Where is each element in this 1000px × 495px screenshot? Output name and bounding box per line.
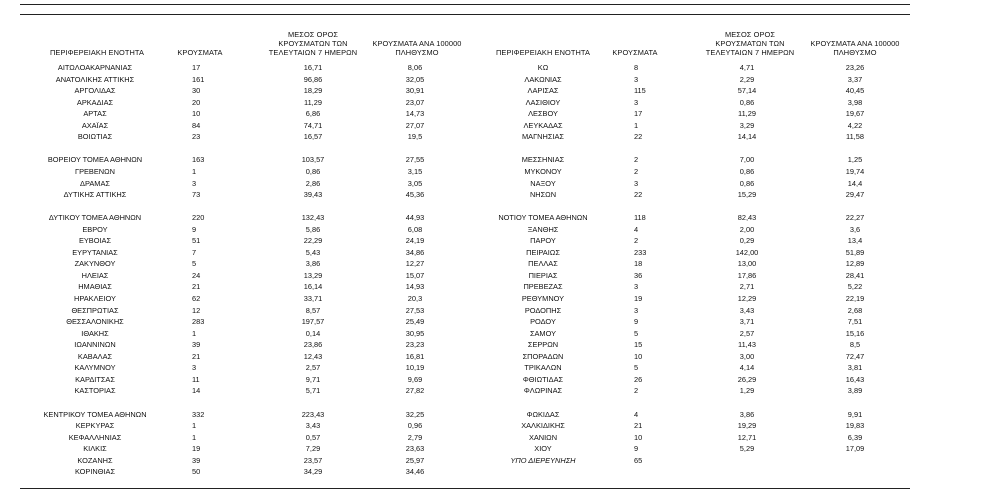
avg7-cell: 3,86	[739, 409, 755, 419]
avg7-cell: 17,86	[737, 270, 757, 280]
per100k-cell: 20,3	[407, 294, 423, 303]
cases-cell: 2	[634, 155, 639, 165]
avg7-cell: 33,71	[303, 294, 323, 303]
region-cell: ΛΑΚΩΝΙΑΣ	[524, 74, 562, 84]
avg7-cell: 3,43	[305, 421, 321, 431]
cases-cell: 19	[634, 294, 643, 303]
header-left-per100k: ΚΡΟΥΣΜΑΤΑ ΑΝΑ 100000 ΠΛΗΘΥΣΜΟ	[372, 39, 462, 57]
cases-cell: 5	[634, 328, 639, 338]
cases-cell: 14	[192, 386, 201, 396]
region-cell: ΦΘΙΩΤΙΔΑΣ	[522, 374, 564, 384]
avg7-cell: 13,29	[303, 270, 323, 280]
avg7-cell: 2,86	[305, 178, 321, 188]
per100k-cell: 28,41	[845, 270, 865, 280]
cases-cell: 10	[634, 351, 643, 361]
per100k-cell: 19,5	[407, 132, 423, 142]
avg7-cell: 19,29	[737, 421, 757, 431]
cases-cell: 118	[634, 213, 646, 223]
region-cell: ΚΕΦΑΛΛΗΝΙΑΣ	[68, 432, 122, 442]
per100k-cell: 15,07	[405, 270, 425, 280]
per100k-cell: 7,51	[847, 317, 863, 327]
cases-cell: 1	[192, 432, 197, 442]
avg7-cell: 34,29	[303, 467, 323, 477]
avg7-cell: 0,29	[739, 236, 755, 246]
avg7-cell: 2,00	[739, 224, 755, 234]
avg7-cell: 4,14	[739, 363, 755, 373]
cases-cell: 332	[192, 409, 205, 419]
cases-cell: 24	[192, 270, 201, 280]
cases-cell: 1	[192, 421, 197, 431]
per100k-cell: 27,07	[405, 120, 425, 130]
cases-cell: 220	[192, 213, 205, 223]
region-cell: ΕΥΒΟΙΑΣ	[78, 236, 112, 246]
avg7-cell: 11,43	[738, 340, 756, 350]
per100k-cell: 9,69	[407, 374, 423, 384]
cases-cell: 283	[192, 317, 205, 327]
cases-cell: 17	[192, 63, 201, 72]
avg7-cell: 12,43	[303, 351, 323, 361]
cases-cell: 62	[192, 294, 201, 303]
region-cell: ΚΟΡΙΝΘΙΑΣ	[74, 467, 116, 477]
per100k-cell: 30,91	[405, 86, 425, 96]
cases-cell: 2	[634, 166, 639, 176]
avg7-cell: 7,00	[739, 155, 755, 165]
region-cell: ΜΥΚΟΝΟΥ	[524, 166, 562, 176]
avg7-cell: 132,43	[301, 213, 325, 223]
cases-cell: 51	[192, 236, 201, 246]
region-cell: ΣΑΜΟΥ	[529, 328, 557, 338]
cases-cell: 3	[634, 178, 639, 188]
avg7-cell: 12,71	[737, 432, 757, 442]
per100k-cell: 12,27	[405, 259, 425, 269]
avg7-cell: 3,00	[739, 351, 755, 361]
region-cell: ΒΟΡΕΙΟΥ ΤΟΜΕΑ ΑΘΗΝΩΝ	[47, 155, 143, 165]
region-cell: ΑΡΓΟΛΙΔΑΣ	[74, 86, 116, 96]
avg7-cell: 2,29	[739, 74, 755, 84]
avg7-cell: 13,00	[737, 259, 757, 269]
region-cell: ΔΥΤΙΚΟΥ ΤΟΜΕΑ ΑΘΗΝΩΝ	[48, 213, 142, 223]
region-cell: ΜΕΣΣΗΝΙΑΣ	[521, 155, 565, 165]
region-cell: ΣΕΡΡΩΝ	[527, 340, 559, 350]
per100k-cell: 44,93	[405, 213, 425, 223]
top-rule-thin	[20, 14, 910, 15]
region-cell: ΚΩ	[537, 63, 549, 72]
cases-cell: 21	[192, 282, 201, 292]
per100k-cell: 3,6	[849, 224, 861, 234]
avg7-cell: 223,43	[301, 409, 325, 419]
avg7-cell: 3,29	[739, 120, 755, 130]
region-cell: ΜΑΓΝΗΣΙΑΣ	[522, 132, 564, 142]
avg7-cell: 2,57	[739, 328, 755, 338]
cases-cell: 1	[192, 166, 197, 176]
region-cell: ΑΡΤΑΣ	[83, 109, 107, 119]
per100k-cell: 16,43	[845, 374, 865, 384]
region-cell: ΑΡΚΑΔΙΑΣ	[76, 97, 114, 107]
region-cell: ΥΠΟ ΔΙΕΡΕΥΝΗΣΗ	[510, 455, 576, 465]
region-cell: ΗΡΑΚΛΕΙΟΥ	[74, 294, 116, 303]
per100k-cell: 8,5	[849, 340, 861, 350]
per100k-cell: 19,83	[845, 421, 865, 431]
avg7-cell: 12,29	[737, 294, 757, 303]
per100k-cell: 2,68	[847, 305, 863, 315]
avg7-cell: 0,86	[739, 166, 755, 176]
avg7-cell: 16,14	[303, 282, 323, 292]
per100k-cell: 6,39	[847, 432, 863, 442]
per100k-cell: 27,53	[405, 305, 425, 315]
per100k-cell: 23,23	[405, 340, 425, 350]
per100k-cell: 23,26	[845, 63, 865, 72]
region-cell: ΘΕΣΠΡΩΤΙΑΣ	[71, 305, 119, 315]
avg7-cell: 2,57	[305, 363, 321, 373]
avg7-cell: 9,71	[305, 374, 321, 384]
region-cell: ΧΑΝΙΩΝ	[528, 432, 558, 442]
cases-cell: 30	[192, 86, 201, 96]
cases-cell: 2	[634, 386, 639, 396]
cases-cell: 23	[192, 132, 201, 142]
per100k-cell: 24,19	[405, 236, 425, 246]
cases-cell: 5	[192, 259, 197, 269]
cases-cell: 115	[634, 86, 646, 96]
per100k-cell: 10,19	[405, 363, 425, 373]
cases-cell: 22	[634, 132, 643, 142]
per100k-cell: 3,98	[847, 97, 863, 107]
cases-cell: 15	[634, 340, 643, 350]
avg7-cell: 5,29	[739, 444, 755, 454]
region-cell: ΚΕΝΤΡΙΚΟΥ ΤΟΜΕΑ ΑΘΗΝΩΝ	[43, 409, 147, 419]
cases-cell: 10	[634, 432, 643, 442]
per100k-cell: 27,55	[405, 155, 425, 165]
region-cell: ΚΕΡΚΥΡΑΣ	[75, 421, 115, 431]
avg7-cell: 0,86	[305, 166, 321, 176]
header-right-cases: ΚΡΟΥΣΜΑΤΑ	[612, 48, 658, 57]
region-cell: ΡΕΘΥΜΝΟΥ	[521, 294, 565, 303]
per100k-cell: 5,22	[847, 282, 863, 292]
region-cell: ΠΙΕΡΙΑΣ	[528, 270, 558, 280]
avg7-cell: 5,43	[305, 247, 321, 257]
per100k-cell: 32,05	[405, 74, 425, 84]
per100k-cell: 4,22	[847, 120, 863, 130]
region-cell: ΛΕΣΒΟΥ	[528, 109, 558, 119]
region-cell: ΝΟΤΙΟΥ ΤΟΜΕΑ ΑΘΗΝΩΝ	[498, 213, 588, 223]
per100k-cell: 32,25	[405, 409, 425, 419]
region-cell: ΑΙΤΩΛΟΑΚΑΡΝΑΝΙΑΣ	[57, 63, 133, 72]
region-cell: ΚΑΣΤΟΡΙΑΣ	[74, 386, 116, 396]
avg7-cell: 3,71	[739, 317, 755, 327]
region-cell: ΠΑΡΟΥ	[530, 236, 556, 246]
cases-cell: 9	[634, 444, 639, 454]
avg7-cell: 23,57	[303, 455, 323, 465]
header-left-region: ΠΕΡΙΦΕΡΕΙΑΚΗ ΕΝΟΤΗΤΑ	[50, 48, 144, 57]
avg7-cell: 7,29	[305, 444, 321, 454]
cases-cell: 161	[192, 74, 205, 84]
cases-cell: 12	[192, 305, 201, 315]
per100k-cell: 14,73	[405, 109, 425, 119]
per100k-cell: 2,79	[407, 432, 423, 442]
cases-cell: 1	[634, 120, 639, 130]
region-cell: ΛΕΥΚΑΔΑΣ	[523, 120, 563, 130]
region-cell: ΤΡΙΚΑΛΩΝ	[524, 363, 562, 373]
region-cell: ΗΜΑΘΙΑΣ	[78, 282, 112, 292]
header-left-cases: ΚΡΟΥΣΜΑΤΑ	[177, 48, 223, 57]
cases-cell: 84	[192, 120, 201, 130]
per100k-cell: 30,95	[405, 328, 425, 338]
cases-cell: 22	[634, 190, 643, 200]
per100k-cell: 34,86	[405, 247, 425, 257]
region-cell: ΧΙΟΥ	[534, 444, 552, 454]
per100k-cell: 13,4	[847, 236, 863, 246]
cases-cell: 19	[192, 444, 201, 454]
cases-cell: 4	[634, 224, 639, 234]
per100k-cell: 14,4	[847, 178, 863, 188]
avg7-cell: 11,29	[738, 109, 756, 119]
cases-cell: 5	[634, 363, 639, 373]
cases-cell: 50	[192, 467, 201, 477]
per100k-cell: 6,08	[407, 224, 423, 234]
per100k-cell: 22,19	[845, 294, 865, 303]
region-cell: ΓΡΕΒΕΝΩΝ	[75, 166, 115, 176]
avg7-cell: 103,57	[301, 155, 325, 165]
region-cell: ΧΑΛΚΙΔΙΚΗΣ	[521, 421, 565, 431]
per100k-cell: 3,05	[407, 178, 423, 188]
per100k-cell: 14,93	[405, 282, 425, 292]
per100k-cell: 8,06	[407, 63, 423, 72]
cases-cell: 21	[192, 351, 201, 361]
avg7-cell: 96,86	[303, 74, 323, 84]
cases-cell: 39	[192, 340, 201, 350]
per100k-cell: 45,36	[405, 190, 425, 200]
header-left-avg7: ΜΕΣΟΣ ΟΡΟΣ ΚΡΟΥΣΜΑΤΩΝ ΤΩΝ ΤΕΛΕΥΤΑΙΩΝ 7 ΗΜΕΡΩΝ	[268, 30, 358, 57]
region-cell: ΗΛΕΙΑΣ	[81, 270, 109, 280]
cases-cell: 8	[634, 63, 639, 72]
avg7-cell: 3,86	[305, 259, 321, 269]
per100k-cell: 3,81	[847, 363, 863, 373]
region-cell: ΛΑΡΙΣΑΣ	[527, 86, 559, 96]
region-cell: ΞΑΝΘΗΣ	[527, 224, 559, 234]
avg7-cell: 1,29	[739, 386, 755, 396]
cases-cell: 65	[634, 455, 643, 465]
region-cell: ΙΩΑΝΝΙΝΩΝ	[74, 340, 116, 350]
region-cell: ΔΡΑΜΑΣ	[80, 178, 110, 188]
per100k-cell: 0,96	[407, 421, 423, 431]
cases-cell: 39	[192, 455, 201, 465]
per100k-cell: 72,47	[845, 351, 865, 361]
region-cell: ΠΕΙΡΑΙΩΣ	[526, 247, 560, 257]
per100k-cell: 23,63	[405, 444, 425, 454]
avg7-cell: 8,57	[305, 305, 321, 315]
per100k-cell: 19,74	[845, 166, 865, 176]
per100k-cell: 40,45	[845, 86, 865, 96]
avg7-cell: 14,14	[737, 132, 757, 142]
header-right-avg7: ΜΕΣΟΣ ΟΡΟΣ ΚΡΟΥΣΜΑΤΩΝ ΤΩΝ ΤΕΛΕΥΤΑΙΩΝ 7 ΗΜΕΡΩΝ	[705, 30, 795, 57]
cases-cell: 4	[634, 409, 639, 419]
per100k-cell: 19,67	[845, 109, 865, 119]
cases-cell: 3	[634, 305, 639, 315]
cases-cell: 1	[192, 328, 197, 338]
region-cell: ΦΛΩΡΙΝΑΣ	[523, 386, 563, 396]
region-cell: ΑΧΑΪΑΣ	[81, 120, 109, 130]
cases-cell: 7	[192, 247, 197, 257]
per100k-cell: 12,89	[845, 259, 865, 269]
region-cell: ΕΥΡΥΤΑΝΙΑΣ	[72, 247, 118, 257]
per100k-cell: 29,47	[845, 190, 865, 200]
per100k-cell: 3,89	[847, 386, 863, 396]
avg7-cell: 6,86	[305, 109, 321, 119]
region-cell: ΛΑΣΙΘΙΟΥ	[525, 97, 561, 107]
per100k-cell: 22,27	[845, 213, 865, 223]
avg7-cell: 5,86	[305, 224, 321, 234]
avg7-cell: 18,29	[303, 86, 323, 96]
region-cell: ΡΟΔΟΥ	[530, 317, 556, 327]
region-cell: ΚΟΖΑΝΗΣ	[77, 455, 113, 465]
region-cell: ΒΟΙΩΤΙΑΣ	[77, 132, 113, 142]
avg7-cell: 142,00	[735, 247, 759, 257]
per100k-cell: 16,81	[405, 351, 425, 361]
avg7-cell: 16,57	[303, 132, 323, 142]
region-cell: ΑΝΑΤΟΛΙΚΗΣ ΑΤΤΙΚΗΣ	[55, 74, 135, 84]
per100k-cell: 23,07	[405, 97, 425, 107]
avg7-cell: 0,86	[739, 97, 755, 107]
cases-cell: 26	[634, 374, 643, 384]
per100k-cell: 17,09	[845, 444, 865, 454]
cases-cell: 20	[192, 97, 201, 107]
avg7-cell: 74,71	[303, 120, 323, 130]
avg7-cell: 0,86	[739, 178, 755, 188]
cases-cell: 17	[634, 109, 643, 119]
cases-cell: 3	[634, 74, 639, 84]
region-cell: ΚΙΛΚΙΣ	[83, 444, 107, 454]
per100k-cell: 15,16	[845, 328, 865, 338]
region-cell: ΖΑΚΥΝΘΟΥ	[74, 259, 116, 269]
region-cell: ΝΑΞΟΥ	[530, 178, 556, 188]
avg7-cell: 82,43	[737, 213, 757, 223]
avg7-cell: 5,71	[305, 386, 321, 396]
cases-cell: 9	[634, 317, 639, 327]
region-cell: ΕΒΡΟΥ	[82, 224, 108, 234]
per100k-cell: 25,97	[405, 455, 425, 465]
cases-cell: 9	[192, 224, 197, 234]
per100k-cell: 34,46	[405, 467, 425, 477]
avg7-cell: 2,71	[739, 282, 755, 292]
avg7-cell: 16,71	[303, 63, 323, 72]
cases-cell: 3	[634, 97, 639, 107]
region-cell: ΚΑΛΥΜΝΟΥ	[74, 363, 116, 373]
region-cell: ΙΘΑΚΗΣ	[81, 328, 109, 338]
avg7-cell: 0,57	[305, 432, 321, 442]
avg7-cell: 39,43	[303, 190, 323, 200]
region-cell: ΣΠΟΡΑΔΩΝ	[522, 351, 564, 361]
region-cell: ΠΡΕΒΕΖΑΣ	[523, 282, 563, 292]
cases-cell: 3	[192, 363, 197, 373]
per100k-cell: 25,49	[405, 317, 425, 327]
per100k-cell: 11,58	[846, 132, 864, 142]
per100k-cell: 27,82	[405, 386, 425, 396]
per100k-cell: 1,25	[847, 155, 863, 165]
per100k-cell: 51,89	[845, 247, 865, 257]
avg7-cell: 26,29	[737, 374, 757, 384]
region-cell: ΚΑΡΔΙΤΣΑΣ	[75, 374, 115, 384]
region-cell: ΝΗΣΩΝ	[529, 190, 557, 200]
cases-cell: 11	[192, 374, 200, 384]
header-right-region: ΠΕΡΙΦΕΡΕΙΑΚΗ ΕΝΟΤΗΤΑ	[496, 48, 590, 57]
bottom-rule	[20, 488, 910, 489]
cases-cell: 3	[634, 282, 639, 292]
region-cell: ΠΕΛΛΑΣ	[528, 259, 558, 269]
avg7-cell: 15,29	[737, 190, 757, 200]
cases-cell: 73	[192, 190, 201, 200]
cases-cell: 163	[192, 155, 205, 165]
avg7-cell: 197,57	[301, 317, 325, 327]
cases-cell: 21	[634, 421, 643, 431]
region-cell: ΚΑΒΑΛΑΣ	[77, 351, 113, 361]
cases-cell: 3	[192, 178, 197, 188]
header-right-per100k: ΚΡΟΥΣΜΑΤΑ ΑΝΑ 100000 ΠΛΗΘΥΣΜΟ	[810, 39, 900, 57]
avg7-cell: 23,86	[303, 340, 323, 350]
top-rule	[20, 4, 910, 5]
region-cell: ΡΟΔΟΠΗΣ	[524, 305, 562, 315]
avg7-cell: 57,14	[737, 86, 757, 96]
avg7-cell: 11,29	[304, 97, 322, 107]
cases-cell: 36	[634, 270, 643, 280]
avg7-cell: 4,71	[739, 63, 755, 72]
avg7-cell: 22,29	[303, 236, 323, 246]
region-cell: ΘΕΣΣΑΛΟΝΙΚΗΣ	[66, 317, 124, 327]
per100k-cell: 3,15	[407, 166, 423, 176]
per100k-cell: 9,91	[847, 409, 863, 419]
region-cell: ΔΥΤΙΚΗΣ ΑΤΤΙΚΗΣ	[63, 190, 127, 200]
cases-cell: 18	[634, 259, 643, 269]
avg7-cell: 3,43	[739, 305, 755, 315]
region-cell: ΦΩΚΙΔΑΣ	[526, 409, 560, 419]
cases-cell: 2	[634, 236, 639, 246]
avg7-cell: 0,14	[305, 328, 321, 338]
cases-cell: 233	[634, 247, 647, 257]
per100k-cell: 3,37	[847, 74, 863, 84]
cases-cell: 10	[192, 109, 201, 119]
